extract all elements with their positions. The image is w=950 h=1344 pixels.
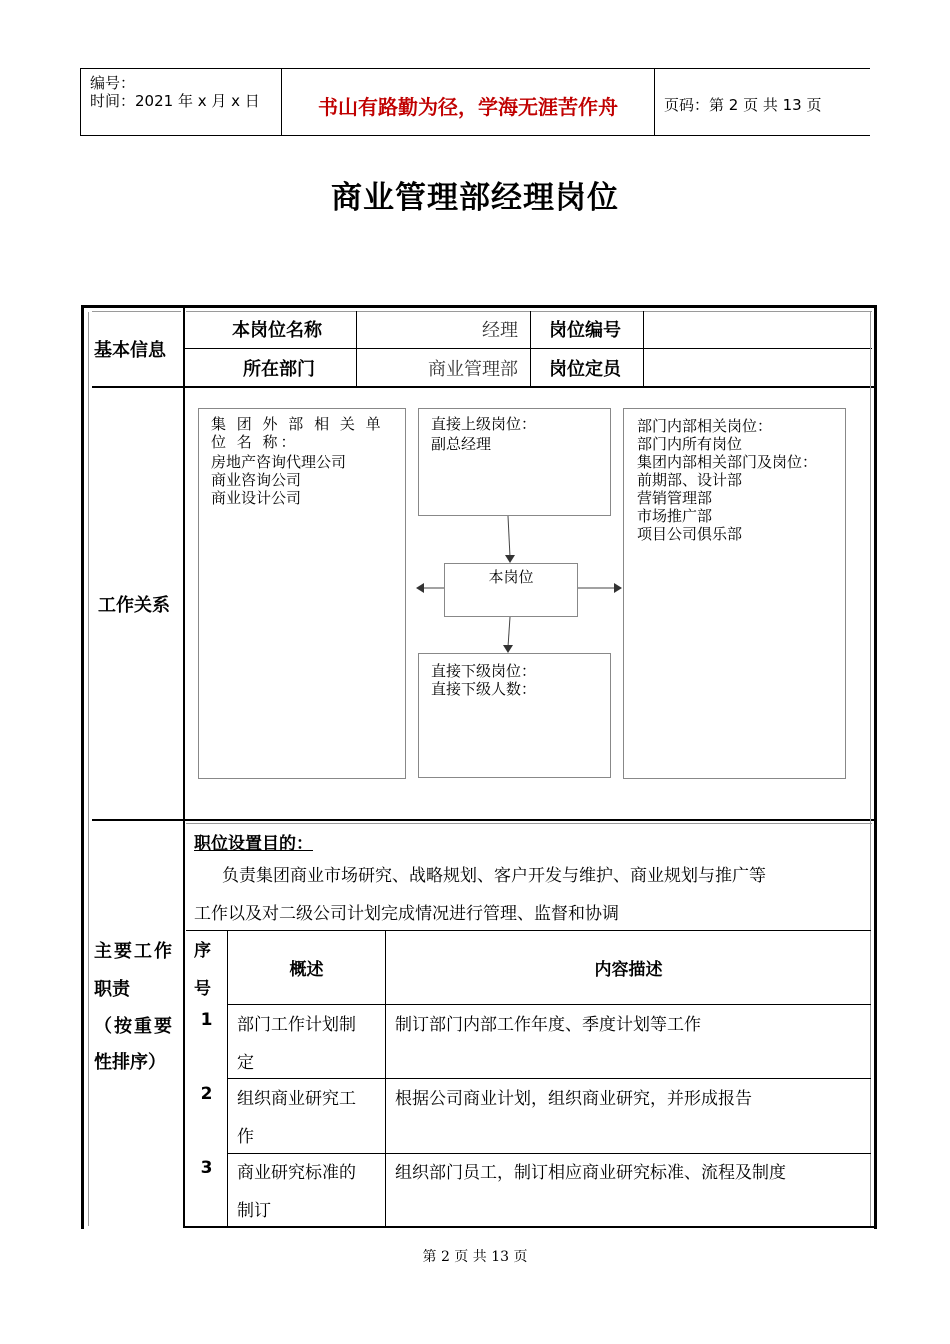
headcount-label: 岗位定员 (549, 359, 621, 380)
page-footer: 第 2 页 共 13 页 (422, 1249, 528, 1265)
external-units-title: 集 团 外 部 相 关 单 位 名 称： (211, 415, 384, 451)
table-section-rule (92, 819, 184, 821)
superior-value: 副总经理 (431, 435, 492, 453)
group-internal-item: 前期部、设计部 (637, 471, 743, 489)
purpose-line: 负责集团商业市场研究、战略规划、客户开发与维护、商业规划与推广等 (222, 866, 766, 886)
table-row-summary: 组织商业研究工 (237, 1089, 356, 1109)
subordinate-label: 直接下级岗位： (431, 662, 537, 680)
page-title: 商业管理部经理岗位 (331, 180, 619, 216)
table-section-rule (92, 386, 184, 388)
table-row-number: 2 (200, 1084, 213, 1104)
self-position-label: 本岗位 (488, 568, 534, 586)
position-name-label: 本岗位名称 (232, 320, 322, 341)
table-row-desc: 组织部门员工，制订相应商业研究标准、流程及制度 (395, 1163, 786, 1183)
table-inner-rule (88, 312, 89, 1226)
header-bottom-rule (80, 135, 870, 136)
position-code-label: 岗位编号 (549, 320, 621, 341)
table-row-rule (185, 348, 872, 349)
external-units-box (198, 408, 406, 779)
table-border-left (81, 305, 84, 1229)
col-desc-header: 内容描述 (594, 960, 663, 980)
arrow-head-right-icon (614, 583, 622, 593)
col-seq-header: 序 (194, 941, 211, 961)
table-col-rule (530, 311, 531, 387)
group-internal-item: 市场推广部 (637, 507, 713, 525)
header-divider (654, 68, 655, 136)
header-time-label: 时间：2021 年 x 月 x 日 (90, 92, 260, 110)
department-value: 商业管理部 (428, 359, 518, 380)
table-row-summary: 制订 (237, 1201, 271, 1221)
table-inner-rule (92, 311, 181, 312)
duties-grid-rule (228, 1078, 871, 1079)
department-label: 所在部门 (243, 359, 315, 380)
purpose-line: 工作以及对二级公司计划完成情况进行管理、监督和协调 (194, 904, 619, 924)
arrow-superior-to-self (508, 516, 510, 557)
section-duties-line3: （按重要 (94, 1016, 174, 1037)
external-unit-item: 商业咨询公司 (211, 471, 302, 489)
table-inner-rule (870, 312, 871, 1226)
section-duties-line1: 主要工作 (94, 941, 174, 962)
table-col-rule (643, 311, 644, 387)
section-basic-info: 基本信息 (94, 340, 166, 361)
col-summary-header: 概述 (289, 960, 324, 980)
superior-box (418, 408, 611, 516)
table-row-summary: 部门工作计划制 (237, 1015, 356, 1035)
group-internal-item: 营销管理部 (637, 489, 713, 507)
table-row-desc: 根据公司商业计划，组织商业研究，并形成报告 (395, 1089, 752, 1109)
table-row-number: 3 (200, 1158, 213, 1178)
table-border-top (81, 305, 877, 308)
section-work-relations: 工作关系 (98, 595, 170, 616)
internal-relations-title: 部门内部相关岗位： (637, 417, 773, 435)
group-internal-item: 项目公司俱乐部 (637, 525, 743, 543)
table-label-column-rule (183, 308, 185, 1228)
table-row-number: 1 (200, 1010, 213, 1030)
duties-grid-rule (228, 1004, 871, 1005)
section-duties-line4: 性排序） (94, 1052, 166, 1073)
relation-arrows (400, 510, 640, 660)
superior-label: 直接上级岗位： (431, 415, 537, 433)
arrow-self-to-subordinate (508, 617, 510, 647)
header-top-rule (80, 68, 870, 69)
internal-relations-item: 部门内所有岗位 (637, 435, 743, 453)
subordinate-box (418, 653, 611, 778)
table-section-rule (185, 819, 875, 821)
external-unit-item: 房地产咨询代理公司 (211, 453, 347, 471)
group-internal-title: 集团内部相关部门及岗位： (637, 453, 818, 471)
table-row-desc: 制订部门内部工作年度、季度计划等工作 (395, 1015, 701, 1035)
table-inner-rule (186, 823, 872, 824)
arrow-head-down-icon (503, 645, 513, 653)
arrow-head-left-icon (416, 583, 424, 593)
table-inner-rule (186, 311, 872, 312)
header-number-label: 编号： (90, 74, 136, 92)
position-name-value: 经理 (482, 320, 518, 341)
col-seq-header: 号 (194, 979, 211, 999)
purpose-title: 职位设置目的： (194, 834, 313, 854)
subordinate-count-label: 直接下级人数： (431, 680, 537, 698)
external-unit-item: 商业设计公司 (211, 489, 302, 507)
table-border-right (874, 305, 877, 1229)
arrow-head-down-icon (505, 555, 515, 563)
header-divider (80, 68, 81, 136)
internal-relations-box (623, 408, 846, 779)
duties-grid-rule (228, 1153, 871, 1154)
table-row-summary: 定 (237, 1053, 254, 1073)
duties-grid-rule (186, 930, 871, 931)
table-bottom-rule (185, 1226, 875, 1228)
table-row-summary: 商业研究标准的 (237, 1163, 356, 1183)
section-duties-line2: 职责 (94, 979, 130, 1000)
header-motto: 书山有路勤为径，学海无涯苦作舟 (318, 95, 618, 119)
header-page-label: 页码：第 2 页 共 13 页 (664, 96, 822, 114)
table-row-summary: 作 (237, 1127, 254, 1147)
